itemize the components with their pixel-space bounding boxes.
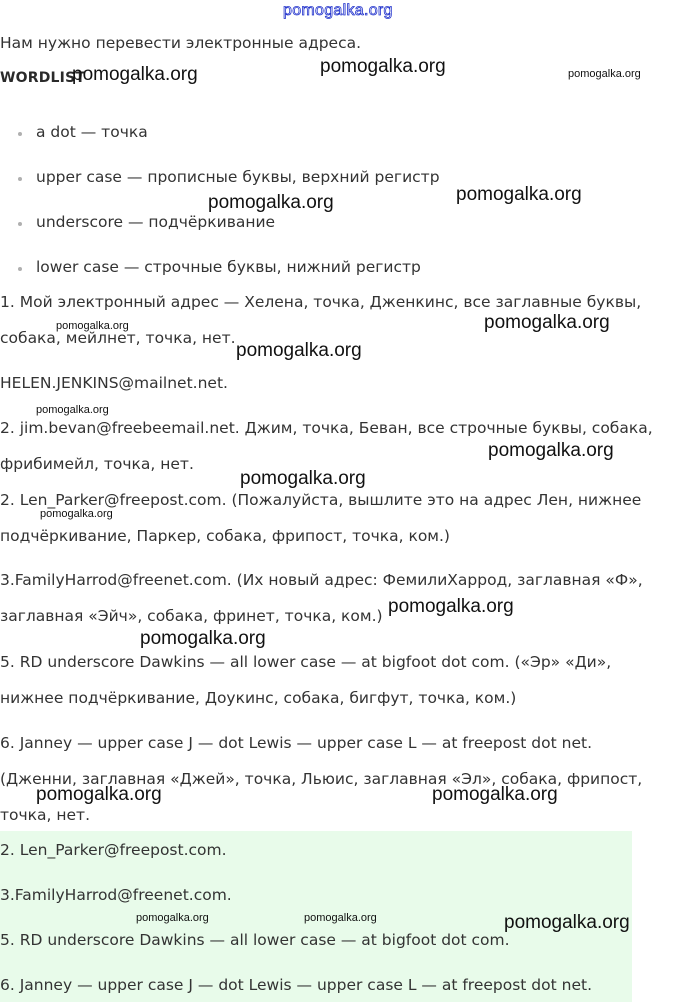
task-3-line-1: 3.FamilyHarrod@freenet.com. (Их новый адрес: ФемилиХаррод, заглавная «Ф», (0, 571, 643, 589)
task-3-line-2: заглавная «Эйч», собака, фринет, точка, ком.) (0, 607, 383, 625)
task-2b-line-1: 2. Len_Parker@freepost.com. (Пожалуйста, вышлите это на адрес Лен, нижнее (0, 491, 642, 509)
wordlist-item: underscore — подчёркивание (36, 213, 276, 231)
task-1-line-2: собака, мейлнет, точка, нет. (0, 329, 236, 347)
wordlist-item: lower case — строчные буквы, нижний регистр (36, 258, 421, 276)
watermark: pomogalka.org (36, 784, 162, 805)
watermark: pomogalka.org (568, 68, 641, 80)
intro-text: Нам нужно перевести электронные адреса. (0, 34, 362, 52)
task-6-line-2: (Дженни, заглавная «Джей», точка, Льюис, заглавная «Эл», собака, фрипост, (0, 770, 643, 788)
watermark: pomogalka.org (304, 912, 377, 924)
answer-item: 2. Len_Parker@freepost.com. (0, 841, 227, 859)
answer-item: 5. RD underscore Dawkins — all lower case — at bigfoot dot com. (0, 931, 510, 949)
task-6-line-3: точка, нет. (0, 806, 91, 824)
answer-item: 3.FamilyHarrod@freenet.com. (0, 886, 232, 904)
task-5-line-2: нижнее подчёркивание, Доукинс, собака, бигфут, точка, ком.) (0, 689, 517, 707)
watermark: pomogalka.org (504, 912, 630, 933)
wordlist-title: WORDLIST (0, 70, 86, 86)
watermark: pomogalka.org (56, 320, 129, 332)
header-watermark: pomogalka.org (283, 2, 393, 19)
watermark: pomogalka.org (236, 340, 362, 361)
bullet-icon (18, 267, 22, 271)
bullet-icon (18, 177, 22, 181)
watermark: pomogalka.org (432, 784, 558, 805)
watermark: pomogalka.org (320, 56, 446, 77)
answer-item: 6. Janney — upper case J — dot Lewis — upper case L — at freepost dot net. (0, 976, 592, 994)
watermark: pomogalka.org (388, 596, 514, 617)
bullet-icon (18, 132, 22, 136)
bullet-icon (18, 222, 22, 226)
task-2a-line-1: 2. jim.bevan@freebeemail.net. Джим, точка, Беван, все строчные буквы, собака, (0, 419, 653, 437)
watermark: pomogalka.org (484, 312, 610, 333)
watermark: pomogalka.org (208, 192, 334, 213)
watermark: pomogalka.org (72, 64, 198, 85)
watermark: pomogalka.org (240, 468, 366, 489)
watermark: pomogalka.org (136, 912, 209, 924)
wordlist-item: upper case — прописные буквы, верхний регистр (36, 168, 440, 186)
watermark: pomogalka.org (456, 184, 582, 205)
task-1-line-1: 1. Мой электронный адрес — Хелена, точка, Дженкинс, все заглавные буквы, (0, 293, 642, 311)
watermark: pomogalka.org (488, 440, 614, 461)
task-5-line-1: 5. RD underscore Dawkins — all lower case — at bigfoot dot com. («Эр» «Ди», (0, 653, 612, 671)
watermark: pomogalka.org (140, 628, 266, 649)
watermark: pomogalka.org (40, 508, 113, 520)
watermark: pomogalka.org (36, 404, 109, 416)
task-2a-line-2: фрибимейл, точка, нет. (0, 455, 194, 473)
task-6-line-1: 6. Janney — upper case J — dot Lewis — upper case L — at freepost dot net. (0, 734, 592, 752)
task-1-answer: HELEN.JENKINS@mailnet.net. (0, 374, 228, 392)
task-2b-line-2: подчёркивание, Паркер, собака, фрипост, точка, ком.) (0, 527, 450, 545)
wordlist-item: a dot — точка (36, 123, 148, 141)
